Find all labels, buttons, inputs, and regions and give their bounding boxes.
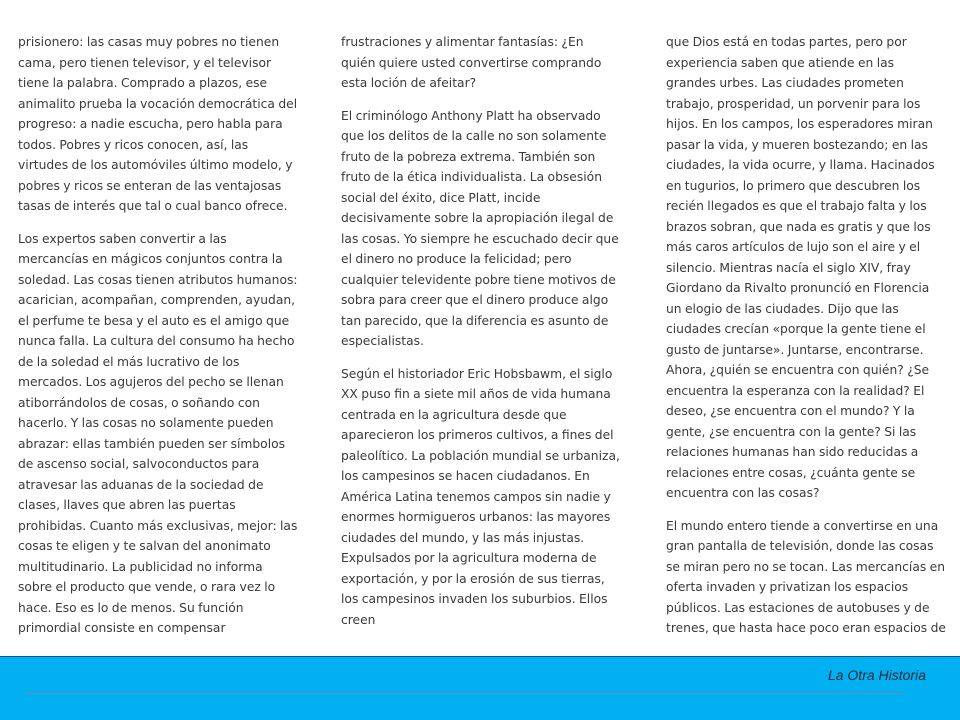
footer-title: La Otra Historia [827, 667, 926, 683]
text-column-3 [666, 32, 946, 651]
text-column-2 [341, 32, 621, 642]
paragraph: frustraciones y alimentar fantasías: ¿En quién quiere usted convertirse comprando esta loción de afeitar? [341, 35, 602, 90]
text-column-1 [18, 32, 298, 651]
paragraph: prisionero: las casas muy pobres no tienen cama, pero tienen televisor, y el televisor tiene la palabra. Comprado a plazos, ese animalito prueba la vocación democrática del progreso: a nadie escucha, pero habla para todos. Pobres y ricos conocen, así, las virtudes de los automóviles último modelo, y pobres y ricos se enteran de las ventajosas tasas de interés que tal o cual banco ofrece. [18, 35, 298, 213]
paragraph: El criminólogo Anthony Platt ha observado que los delitos de la calle no son solamente fruto de la pobreza extrema. También son fruto de la ética individualista. La obsesión social del éxito, dice Platt, incide decisivamente sobre la apropiación ilegal de las cosas. Yo siempre he escuchado decir que el dinero no produce la felicidad; pero cualquier televidente pobre tiene motivos de sobra para creer que el dinero produce algo tan parecido, que la diferencia es asunto de especialistas. [341, 108, 619, 348]
footer-divider [26, 693, 904, 694]
paragraph: Los expertos saben convertir a las mercancías en mágicos conjuntos contra la soledad. Las cosas tienen atributos humanos: acarician, acompañan, comprenden, ayudan, el perfume te besa y el auto es el amigo que nunca falla. La cultura del consumo ha hecho de la soledad el más lucrativo de los mercados. Los agujeros del pecho se llenan atiborrándolos de cosas, o soñando con hacerlo. Y las cosas no solamente pueden abrazar: ellas también pueden ser símbolos de ascenso social, salvoconductos para atravesar las aduanas de la sociedad de clases, llaves que abren las puertas prohibidas. Cuanto más exclusivas, mejor: las cosas te eligen y te salvan del anonimato multitudinario. La publicidad no informa sobre el producto que vende, o rara vez lo hace. Eso es lo de menos. Su función primordial consiste en compensar [18, 231, 298, 635]
paragraph: Según el historiador Eric Hobsbawm, el siglo XX puso fin a siete mil años de vida humana centrada en la agricultura desde que aparecieron los primeros cultivos, a fines del paleolítico. La población mundial se urbaniza, los campesinos se hacen ciudadanos. En América Latina tenemos campos sin nadie y enormes hormigueros urbanos: las mayores ciudades del mundo, y las más injustas. Expulsados por la agricultura moderna de exportación, y por la erosión de sus tierras, los campesinos invaden los suburbios. Ellos creen [341, 366, 620, 627]
footer-bar [0, 656, 960, 720]
paragraph: que Dios está en todas partes, pero por experiencia saben que atiende en las grandes urbes. Las ciudades prometen trabajo, prosperidad, un porvenir para los hijos. En los campos, los esperadores miran pasar la vida, y mueren bostezando; en las ciudades, la vida ocurre, y llama. Hacinados en tugurios, lo primero que descubren los recién llegados es que el trabajo falta y los brazos sobran, que nada es gratis y que los más caros artículos de lujo son el aire y el silencio. Mientras nacía el siglo XIV, fray Giordano da Rivalto pronunció en Florencia un elogio de las ciudades. Dijo que las ciudades crecían «porque la gente tiene el gusto de juntarse». Juntarse, encontrarse. Ahora, ¿quién se encuentra con quién? ¿Se encuentra la esperanza con la realidad? El deseo, ¿se encuentra con el mundo? Y la gente, ¿se encuentra con la gente? Si las relaciones humanas han sido reducidas a relaciones entre cosas, ¿cuánta gente se encuentra con las cosas? [666, 35, 935, 500]
paragraph: El mundo entero tiende a convertirse en una gran pantalla de televisión, donde las cosas se miran pero no se tocan. Las mercancías en oferta invaden y privatizan los espacios públicos. Las estaciones de autobuses y de trenes, que hasta hace poco eran espacios de [666, 518, 946, 635]
